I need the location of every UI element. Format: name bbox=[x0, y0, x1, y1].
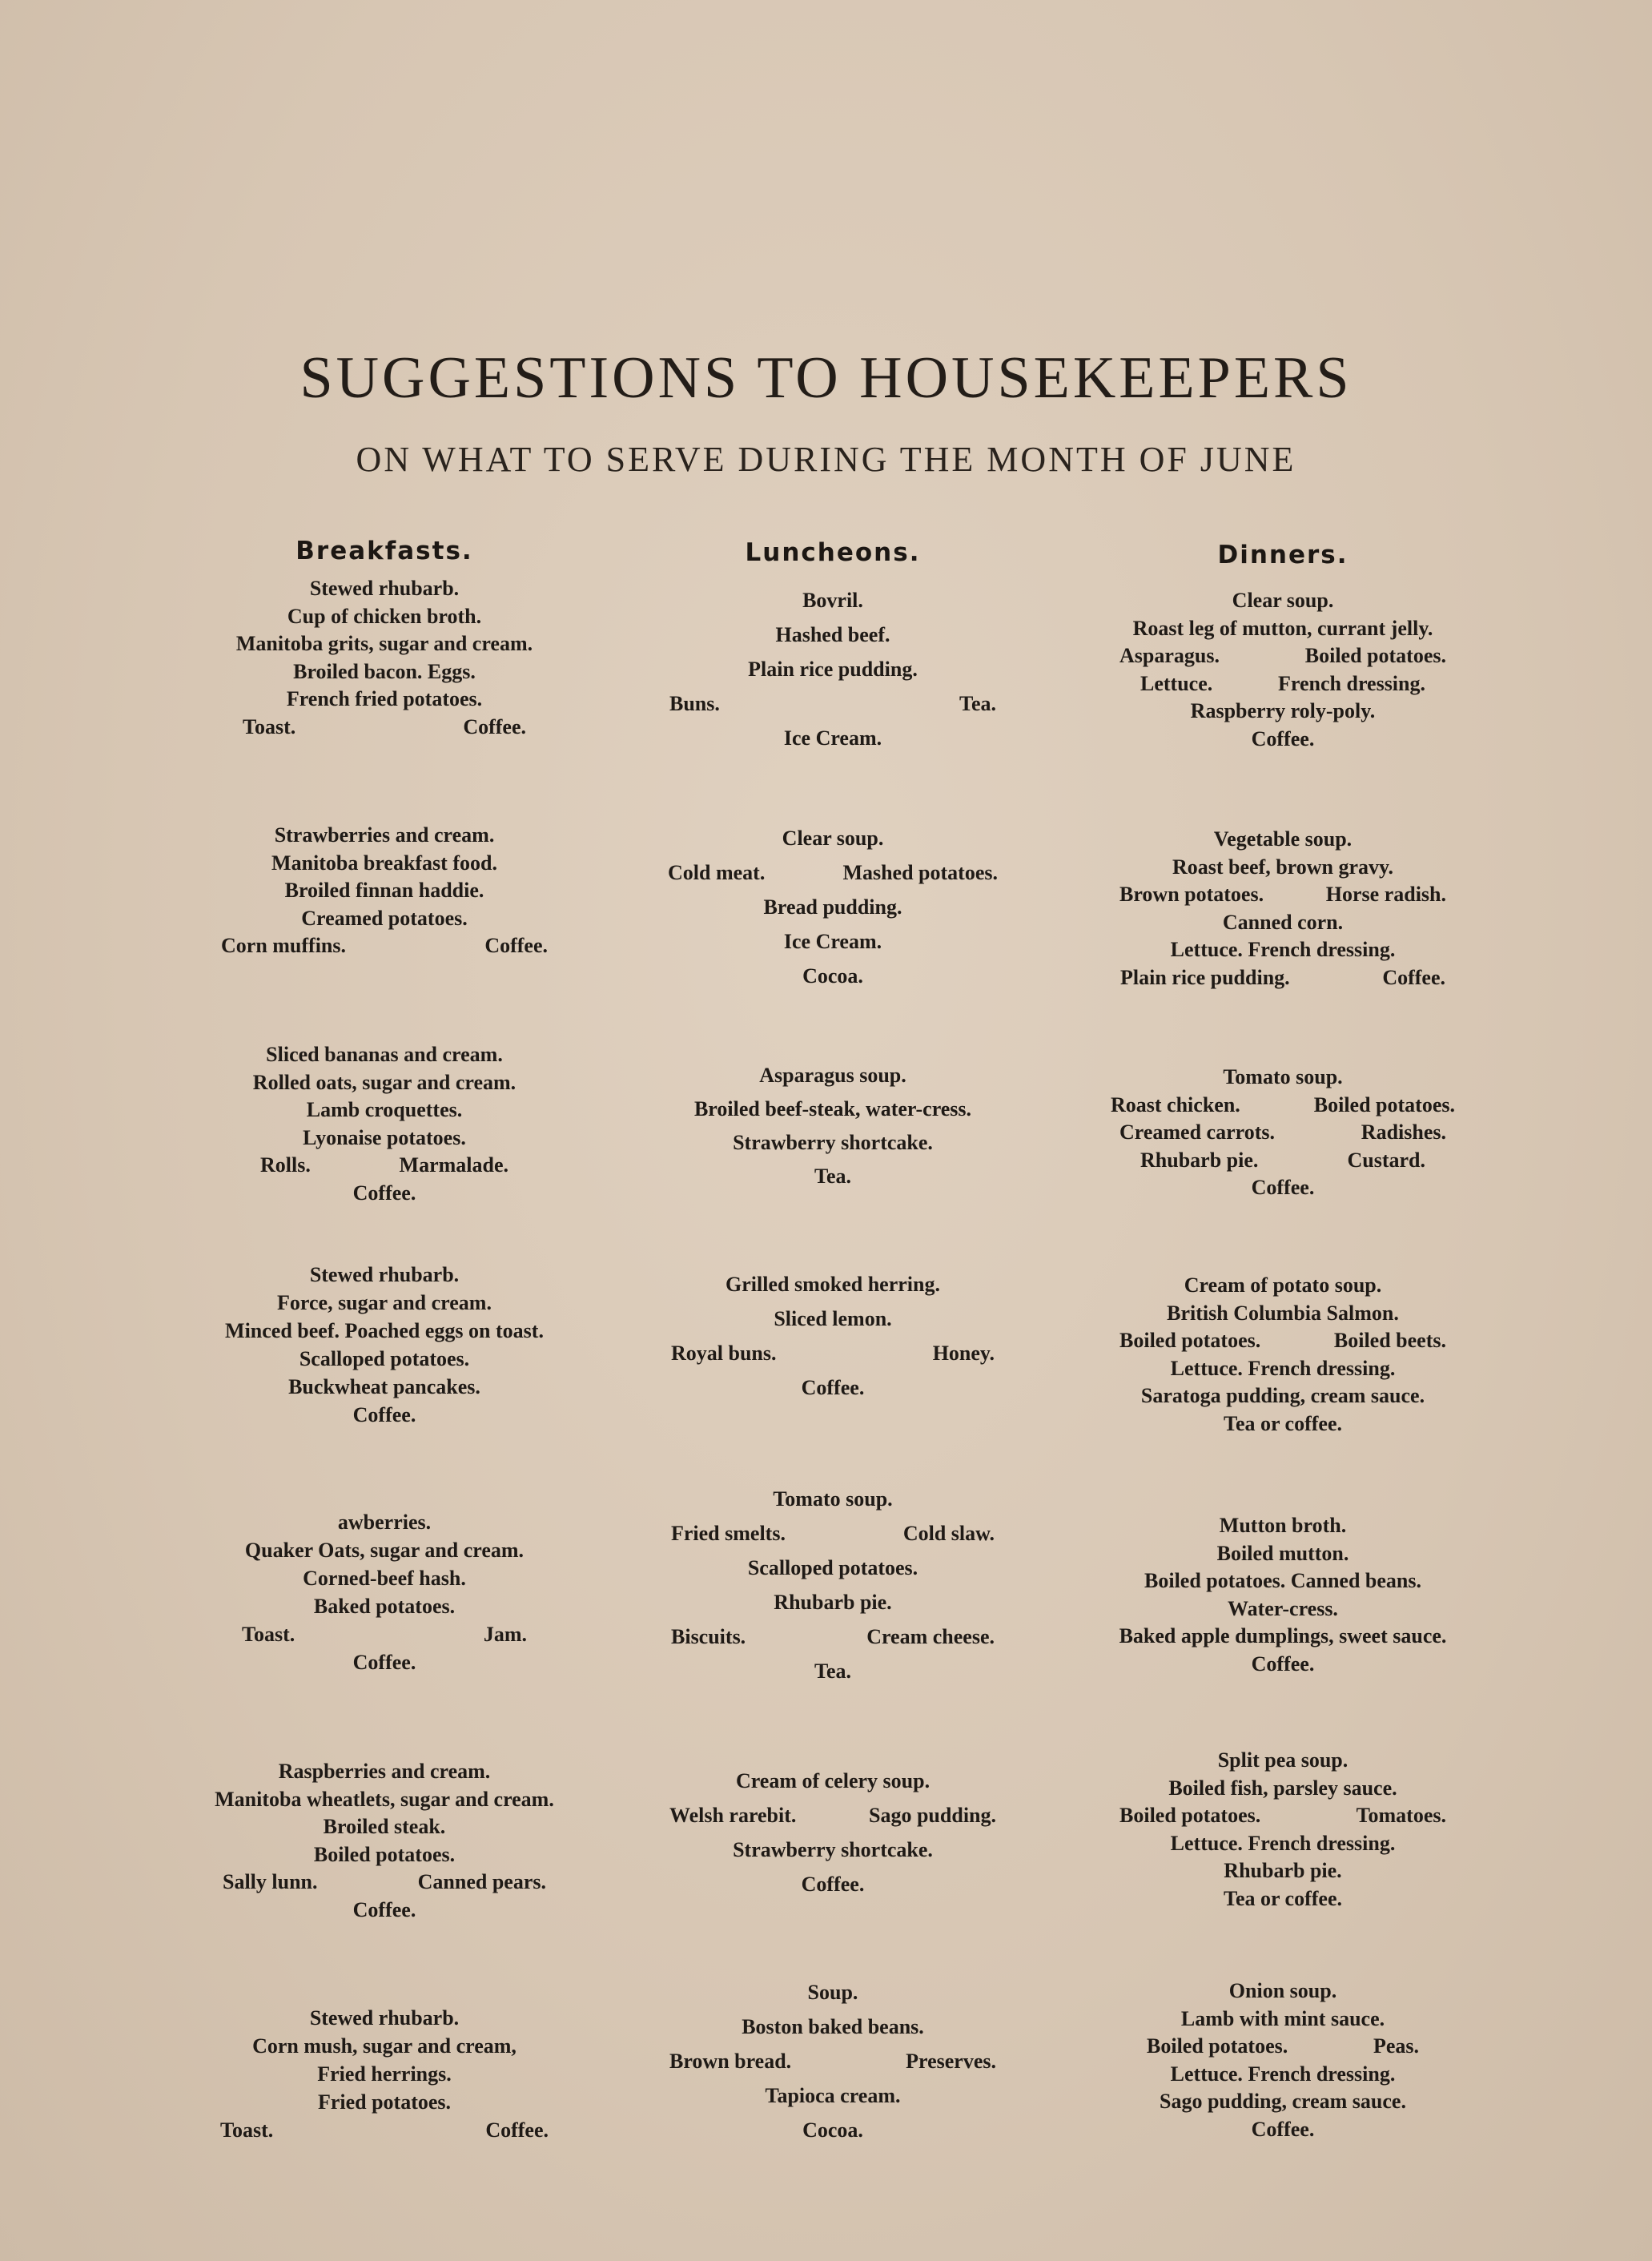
menu-line-pair bbox=[1119, 881, 1446, 909]
menu-item: Corn muffins. bbox=[221, 934, 347, 957]
menu-item: Preserves. bbox=[906, 2050, 996, 2073]
breakfast-menu-2 bbox=[160, 822, 609, 960]
menu-item: Boiled beets. bbox=[1333, 1329, 1446, 1352]
menu-line: Tomato soup. bbox=[773, 1487, 893, 1511]
menu-line: Boiled potatoes. Canned beans. bbox=[1144, 1569, 1421, 1592]
menu-line-pair bbox=[671, 1619, 995, 1654]
menu-line-pair bbox=[242, 1620, 527, 1648]
menu-line: Tea or coffee. bbox=[1223, 1886, 1342, 1910]
menu-item: Jam. bbox=[483, 1623, 527, 1646]
menu-line: Cream of celery soup. bbox=[735, 1769, 931, 1792]
menu-line: Tea or coffee. bbox=[1223, 1411, 1342, 1435]
menu-item: Honey. bbox=[932, 1342, 995, 1365]
menu-line: Bovril. bbox=[802, 589, 863, 612]
menu-line: Broiled bacon. Eggs. bbox=[293, 659, 476, 683]
page-subtitle: ON WHAT TO SERVE DURING THE MONTH OF JUNE bbox=[356, 440, 1296, 479]
menu-item: French dressing. bbox=[1278, 671, 1425, 695]
column-heading-breakfasts: Breakfasts. bbox=[295, 537, 473, 565]
menu-item: Mashed potatoes. bbox=[842, 861, 998, 884]
menu-line: Manitoba wheatlets, sugar and cream. bbox=[215, 1787, 554, 1811]
dinner-menu-5 bbox=[1059, 1512, 1507, 1678]
menu-line: Strawberry shortcake. bbox=[733, 1838, 933, 1861]
dinner-menu-4 bbox=[1059, 1272, 1507, 1438]
menu-line: Baked apple dumplings, sweet sauce. bbox=[1119, 1624, 1447, 1647]
menu-line: Onion soup. bbox=[1228, 1979, 1337, 2002]
menu-line: Broiled beef-steak, water-cress. bbox=[693, 1097, 972, 1120]
menu-item: Rolls. bbox=[260, 1153, 311, 1177]
menu-line: Fried potatoes. bbox=[317, 2090, 452, 2114]
menu-line: Strawberry shortcake. bbox=[733, 1131, 933, 1154]
menu-line-pair bbox=[669, 2044, 996, 2078]
menu-line: Grilled smoked herring. bbox=[726, 1273, 940, 1296]
menu-line: Boiled potatoes. bbox=[313, 1842, 456, 1866]
luncheon-menu-1 bbox=[609, 583, 1057, 755]
menu-line: Plain rice pudding. bbox=[748, 658, 918, 681]
menu-line: Boston baked beans. bbox=[742, 2015, 924, 2038]
menu-line-pair bbox=[260, 1152, 508, 1180]
menu-line-pair bbox=[1120, 964, 1445, 992]
menu-item: Boiled potatoes. bbox=[1147, 2034, 1288, 2058]
menu-item: Coffee. bbox=[485, 2118, 549, 2142]
menu-item: Toast. bbox=[242, 1623, 295, 1646]
menu-line: Roast leg of mutton, currant jelly. bbox=[1132, 616, 1433, 640]
menu-line: Tea. bbox=[814, 1660, 851, 1683]
menu-line-pair bbox=[220, 2116, 549, 2144]
menu-item: Marmalade. bbox=[399, 1153, 508, 1177]
menu-line: Lamb croquettes. bbox=[306, 1098, 463, 1121]
menu-line: Coffee. bbox=[1251, 2117, 1315, 2141]
menu-item: Cold slaw. bbox=[902, 1522, 995, 1545]
menu-item: Peas. bbox=[1373, 2034, 1419, 2058]
menu-item: Boiled potatoes. bbox=[1119, 1329, 1261, 1352]
menu-line: Broiled finnan haddie. bbox=[284, 879, 484, 902]
menu-line: Force, sugar and cream. bbox=[277, 1291, 492, 1314]
menu-item: Toast. bbox=[243, 714, 296, 738]
luncheon-menu-6 bbox=[609, 1764, 1057, 1901]
menu-item: Fried smelts. bbox=[671, 1522, 786, 1545]
menu-line: awberries. bbox=[337, 1511, 432, 1534]
menu-item: Coffee. bbox=[484, 934, 548, 957]
menu-item: Welsh rarebit. bbox=[669, 1804, 797, 1827]
menu-line: Corned-beef hash. bbox=[303, 1567, 466, 1590]
menu-line: Rhubarb pie. bbox=[1224, 1859, 1342, 1882]
menu-item: Boiled potatoes. bbox=[1313, 1092, 1455, 1116]
menu-item: Brown potatoes. bbox=[1119, 883, 1264, 906]
menu-line: Lamb with mint sauce. bbox=[1180, 2006, 1385, 2030]
menu-line: Coffee. bbox=[1251, 726, 1315, 750]
menu-item: Asparagus. bbox=[1119, 644, 1220, 667]
menu-line: Coffee. bbox=[352, 1651, 416, 1674]
menu-line: Cocoa. bbox=[802, 964, 863, 988]
menu-line: Tea. bbox=[814, 1165, 851, 1188]
menu-line: Hashed beef. bbox=[775, 623, 890, 646]
menu-line: Soup. bbox=[807, 1981, 858, 2004]
menu-line-pair bbox=[669, 686, 996, 721]
dinner-menu-7 bbox=[1059, 1977, 1507, 2143]
dinner-menu-2 bbox=[1059, 826, 1507, 992]
menu-item: Sago pudding. bbox=[869, 1804, 996, 1827]
menu-item: Canned pears. bbox=[417, 1870, 546, 1893]
breakfast-menu-3 bbox=[160, 1041, 609, 1207]
menu-item: Biscuits. bbox=[671, 1625, 746, 1648]
menu-line: Lettuce. French dressing. bbox=[1170, 2062, 1396, 2086]
menu-item: Royal buns. bbox=[671, 1342, 777, 1365]
breakfast-menu-4 bbox=[160, 1261, 609, 1429]
menu-line-pair bbox=[1119, 1802, 1446, 1830]
menu-line-pair bbox=[671, 1516, 995, 1551]
luncheon-menu-3 bbox=[609, 1059, 1057, 1193]
menu-line: Saratoga pudding, cream sauce. bbox=[1140, 1384, 1425, 1407]
luncheon-menu-5 bbox=[609, 1482, 1057, 1688]
menu-line: Buckwheat pancakes. bbox=[288, 1375, 480, 1398]
menu-line: Ice Cream. bbox=[783, 726, 882, 750]
menu-line: Tapioca cream. bbox=[765, 2084, 901, 2107]
menu-line: Water-cress. bbox=[1228, 1596, 1338, 1620]
menu-line: Broiled steak. bbox=[323, 1815, 446, 1838]
menu-line: Coffee. bbox=[352, 1181, 416, 1205]
menu-line: Scalloped potatoes. bbox=[299, 1347, 470, 1370]
menu-line-pair bbox=[243, 714, 526, 742]
menu-line: Lettuce. French dressing. bbox=[1170, 1356, 1396, 1380]
menu-line: Minced beef. Poached eggs on toast. bbox=[225, 1319, 544, 1342]
menu-item: Brown bread. bbox=[669, 2050, 792, 2073]
breakfast-menu-5 bbox=[160, 1508, 609, 1676]
menu-line: Cocoa. bbox=[802, 2118, 863, 2142]
menu-item: Cold meat. bbox=[668, 861, 766, 884]
menu-line: Sago pudding, cream sauce. bbox=[1160, 2090, 1406, 2113]
menu-line-pair bbox=[1140, 670, 1425, 698]
menu-line: Scalloped potatoes. bbox=[747, 1556, 918, 1579]
menu-line: Cup of chicken broth. bbox=[287, 604, 482, 628]
menu-item: Plain rice pudding. bbox=[1120, 965, 1290, 989]
menu-line: Roast beef, brown gravy. bbox=[1172, 855, 1394, 879]
menu-line: Sliced lemon. bbox=[774, 1307, 892, 1330]
menu-line: Coffee. bbox=[1251, 1176, 1315, 1199]
menu-line: Baked potatoes. bbox=[313, 1595, 456, 1618]
menu-line-pair bbox=[1119, 642, 1446, 670]
menu-item: Lettuce. bbox=[1140, 671, 1213, 695]
menu-line: Rhubarb pie. bbox=[774, 1591, 892, 1614]
menu-line: Raspberry roly-poly. bbox=[1190, 699, 1376, 722]
menu-line: Lettuce. French dressing. bbox=[1170, 1831, 1396, 1855]
menu-line: Tomato soup. bbox=[1223, 1065, 1343, 1088]
menu-line: Coffee. bbox=[352, 1403, 416, 1426]
menu-line: Boiled fish, parsley sauce. bbox=[1168, 1776, 1397, 1800]
menu-line: Creamed potatoes. bbox=[301, 906, 468, 930]
menu-item: Sally lunn. bbox=[223, 1870, 318, 1893]
menu-line-pair bbox=[671, 1336, 995, 1370]
menu-line: Canned corn. bbox=[1222, 910, 1344, 934]
menu-line-pair bbox=[1147, 2033, 1419, 2061]
menu-line: Manitoba grits, sugar and cream. bbox=[235, 632, 533, 655]
menu-item: Custard. bbox=[1347, 1148, 1425, 1172]
menu-line: French fried potatoes. bbox=[286, 687, 483, 710]
breakfast-menu-1 bbox=[160, 575, 609, 741]
dinner-menu-6 bbox=[1059, 1747, 1507, 1913]
breakfast-menu-6 bbox=[160, 1758, 609, 1924]
menu-item: Tea. bbox=[959, 692, 996, 715]
menu-item: Coffee. bbox=[463, 714, 526, 738]
luncheon-menu-7 bbox=[609, 1975, 1057, 2147]
menu-line-pair bbox=[1119, 1119, 1446, 1147]
menu-line: Quaker Oats, sugar and cream. bbox=[244, 1539, 525, 1562]
menu-item: Buns. bbox=[669, 692, 720, 715]
column-heading-luncheons: Luncheons. bbox=[745, 538, 921, 567]
menu-line: Lyonaise potatoes. bbox=[303, 1125, 466, 1149]
menu-line: Sliced bananas and cream. bbox=[266, 1043, 503, 1066]
menu-line: Stewed rhubarb. bbox=[309, 577, 460, 600]
column-heading-dinners: Dinners. bbox=[1217, 541, 1349, 569]
menu-item: Roast chicken. bbox=[1111, 1092, 1240, 1116]
menu-item: Boiled potatoes. bbox=[1304, 644, 1446, 667]
menu-line: Coffee. bbox=[801, 1873, 865, 1896]
menu-item: Tomatoes. bbox=[1356, 1804, 1446, 1827]
menu-item: Cream cheese. bbox=[866, 1625, 995, 1648]
menu-item: Radishes. bbox=[1361, 1120, 1446, 1144]
menu-line: Strawberries and cream. bbox=[274, 823, 495, 847]
dinner-menu-3 bbox=[1059, 1064, 1507, 1202]
menu-line: Corn mush, sugar and cream, bbox=[252, 2034, 517, 2058]
menu-line: Bread pudding. bbox=[763, 895, 902, 919]
menu-line: Cream of potato soup. bbox=[1184, 1273, 1382, 1297]
menu-line: Asparagus soup. bbox=[759, 1064, 906, 1087]
menu-line-pair bbox=[668, 855, 998, 890]
menu-line: Split pea soup. bbox=[1217, 1748, 1349, 1772]
menu-line: Raspberries and cream. bbox=[278, 1760, 491, 1783]
menu-line: Ice Cream. bbox=[783, 930, 882, 953]
menu-line: Manitoba breakfast food. bbox=[271, 851, 497, 875]
luncheon-menu-2 bbox=[609, 821, 1057, 993]
breakfast-menu-7 bbox=[160, 2004, 609, 2144]
menu-item: Toast. bbox=[220, 2118, 274, 2142]
menu-line: Fried herrings. bbox=[317, 2062, 452, 2086]
menu-item: Coffee. bbox=[1382, 965, 1445, 989]
menu-line: Mutton broth. bbox=[1219, 1514, 1347, 1537]
menu-line: Lettuce. French dressing. bbox=[1170, 938, 1396, 961]
menu-line: Coffee. bbox=[352, 1897, 416, 1921]
menu-line-pair bbox=[221, 932, 548, 960]
menu-line: Boiled mutton. bbox=[1216, 1541, 1349, 1565]
dinner-menu-1 bbox=[1059, 587, 1507, 753]
menu-line: Clear soup. bbox=[1232, 589, 1334, 612]
menu-line-pair bbox=[1111, 1092, 1455, 1120]
menu-line: Vegetable soup. bbox=[1213, 827, 1353, 851]
menu-line-pair bbox=[669, 1798, 996, 1833]
page-title: SUGGESTIONS TO HOUSEKEEPERS bbox=[299, 345, 1353, 411]
menu-line: Rolled oats, sugar and cream. bbox=[252, 1070, 517, 1094]
menu-line: Stewed rhubarb. bbox=[309, 1263, 460, 1286]
menu-line: Coffee. bbox=[1251, 1651, 1315, 1676]
menu-item: Creamed carrots. bbox=[1119, 1120, 1275, 1144]
menu-line-pair bbox=[1140, 1147, 1425, 1175]
menu-item: Horse radish. bbox=[1325, 883, 1446, 906]
menu-line: Coffee. bbox=[801, 1376, 865, 1399]
menu-line-pair bbox=[223, 1869, 546, 1897]
menu-item: Rhubarb pie. bbox=[1140, 1148, 1259, 1172]
menu-item: Boiled potatoes. bbox=[1119, 1804, 1261, 1827]
menu-line-pair bbox=[1119, 1327, 1446, 1355]
luncheon-menu-4 bbox=[609, 1267, 1057, 1405]
menu-line: British Columbia Salmon. bbox=[1167, 1301, 1399, 1325]
menu-line: Clear soup. bbox=[782, 827, 884, 850]
menu-line: Stewed rhubarb. bbox=[309, 2006, 460, 2030]
